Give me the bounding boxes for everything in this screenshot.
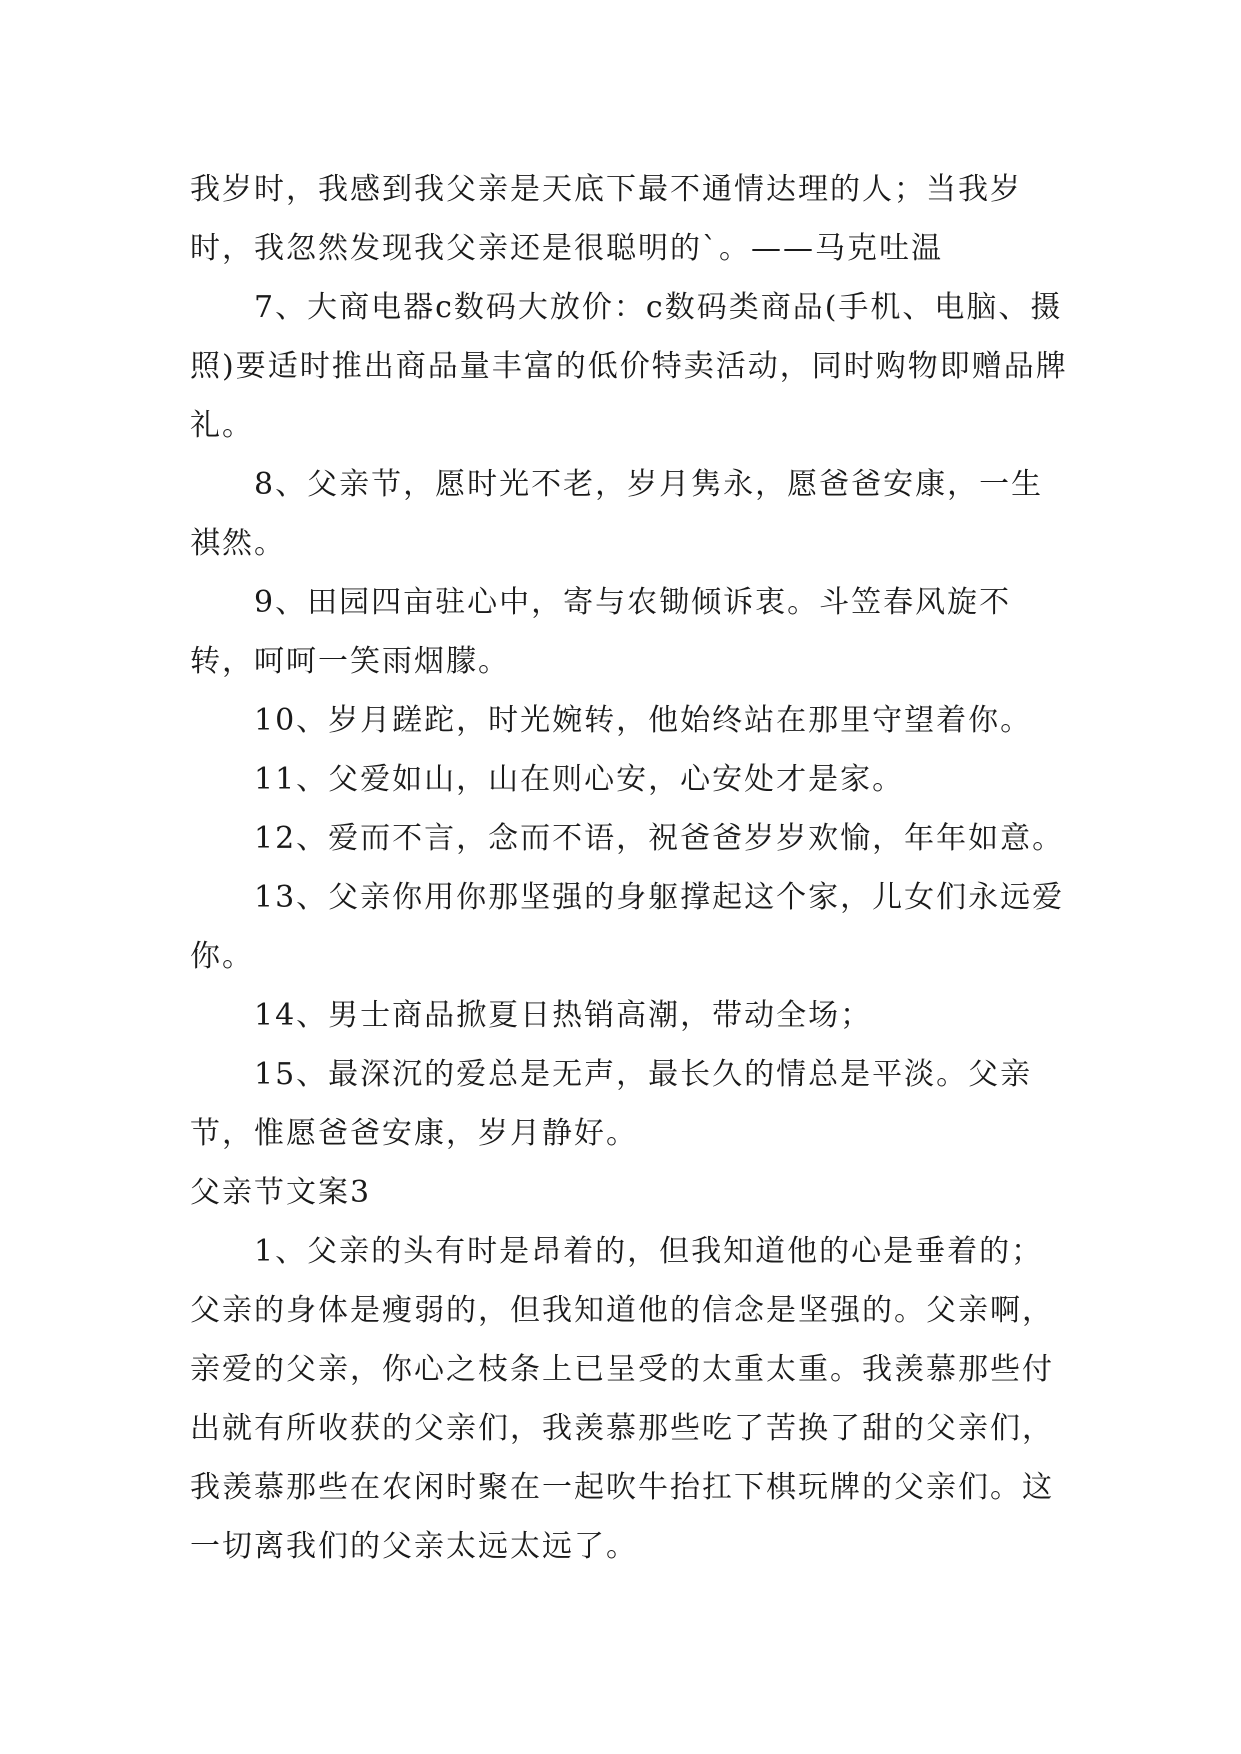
paragraph-11: 11、父爱如山，山在则心安，心安处才是家。 [254, 762, 905, 797]
paragraph-9: 9、田园四亩驻心中，寄与农锄倾诉衷。斗笠春风旋不转，呵呵一笑雨烟朦。 [190, 585, 1012, 679]
paragraph-14: 14、男士商品掀夏日热销高潮，带动全场； [254, 998, 873, 1033]
paragraph-8: 8、父亲节，愿时光不老，岁月隽永，愿爸爸安康，一生祺然。 [190, 467, 1044, 561]
paragraph-7: 7、大商电器c数码大放价：c数码类商品(手机、电脑、摄照)要适时推出商品量丰富的低价特卖活动，同时购物即赠品牌礼。 [190, 290, 1068, 443]
paragraph-13: 13、父亲你用你那坚强的身躯撑起这个家，儿女们永远爱你。 [190, 880, 1065, 974]
paragraph-15: 15、最深沉的爱总是无声，最长久的情总是平淡。父亲节，惟愿爸爸安康，岁月静好。 [190, 1057, 1033, 1151]
paragraph-quote: 我岁时，我感到我父亲是天底下最不通情达理的人；当我岁时，我忽然发现我父亲还是很聪明的`。——马克吐温 [190, 172, 1022, 266]
paragraph-10: 10、岁月蹉跎，时光婉转，他始终站在那里守望着你。 [254, 703, 1033, 738]
section-heading: 父亲节文案3 [190, 1175, 372, 1210]
paragraph-12: 12、爱而不言，念而不语，祝爸爸岁岁欢愉，年年如意。 [254, 821, 1065, 856]
section-paragraph-1: 1、父亲的头有时是昂着的，但我知道他的心是垂着的；父亲的身体是瘦弱的，但我知道他的信念是坚强的。父亲啊，亲爱的父亲，你心之枝条上已呈受的太重太重。我羡慕那些付出就有所收获的父亲们，我羡慕那些吃了苦换了甜的父亲们，我羡慕那些在农闲时聚在一起吹牛抬扛下棋玩牌的父亲们。这一切离我们的父亲太远太远了。 [190, 1234, 1054, 1564]
document-body [190, 160, 1070, 1576]
